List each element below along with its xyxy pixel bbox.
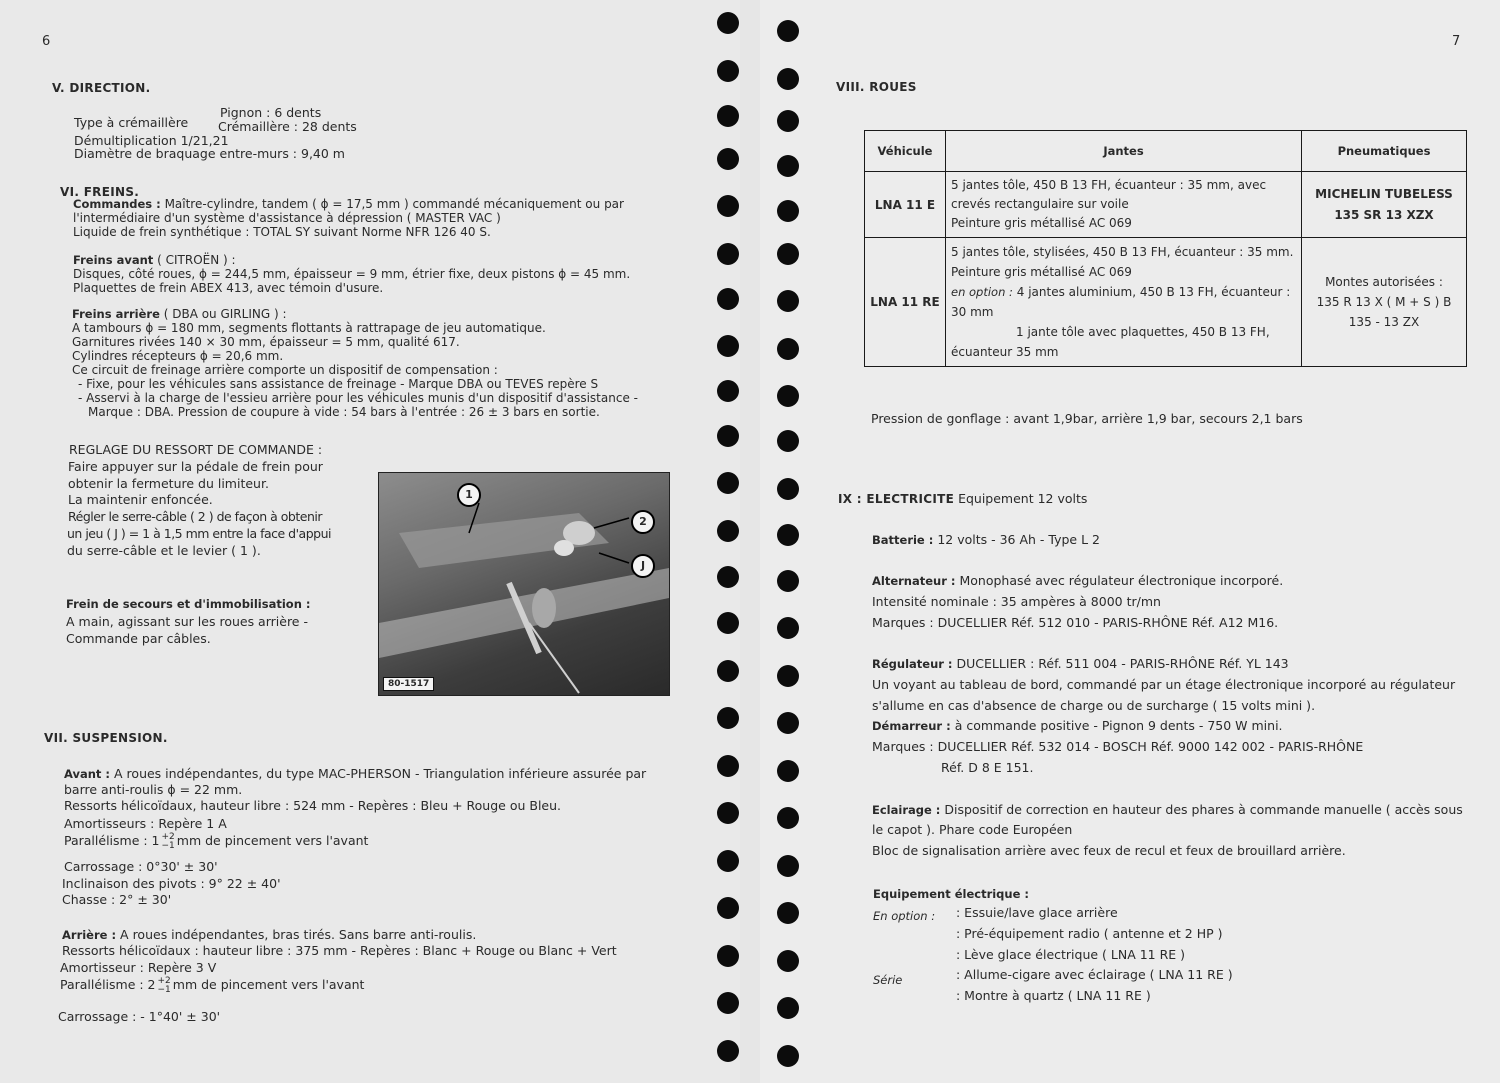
- option-item-3: : Lève glace électrique ( LNA 11 RE ): [956, 947, 1186, 962]
- binding-hole-right: [777, 1045, 799, 1067]
- row1-pneumatiques: [1302, 172, 1467, 238]
- row2-jantes: [946, 238, 1302, 367]
- binding-hole-right: [777, 760, 799, 782]
- avant-line-7: Inclinaison des pivots : 9° 22 ± 40': [62, 876, 281, 891]
- avant-text-1: A roues indépendantes, du type MAC-PHERSON - Triangulation inférieure assurée par: [114, 766, 647, 781]
- avant-parallelisme: Parallélisme : 1: [64, 833, 160, 848]
- row2-option-text: 4 jantes aluminium, 450 B 13 FH, écuanteur :: [1016, 285, 1291, 299]
- avant-tolerance-up: +2: [161, 831, 175, 842]
- row2-jantes-line-2: Peinture gris métallisé AC 069: [951, 265, 1132, 279]
- binding-hole-left: [717, 60, 739, 82]
- binding-hole-right: [777, 155, 799, 177]
- pression-gonflage: Pression de gonflage : avant 1,9bar, arrière 1,9 bar, secours 2,1 bars: [871, 411, 1303, 426]
- freins-arriere-line-4: Ce circuit de freinage arrière comporte un dispositif de compensation :: [72, 363, 498, 377]
- binding-hole-left: [717, 288, 739, 310]
- electricite-subtitle: Equipement 12 volts: [958, 491, 1088, 506]
- binding-hole-left: [717, 660, 739, 682]
- freins-avant-brand: ( CITROËN ) :: [157, 253, 236, 267]
- pneu-line-1: MICHELIN TUBELESS: [1315, 186, 1453, 201]
- row1-vehicule: LNA 11 E: [865, 172, 946, 238]
- reglage-title: REGLAGE DU RESSORT DE COMMANDE :: [69, 442, 323, 457]
- binding-hole-left: [717, 243, 739, 265]
- binding-hole-left: [717, 148, 739, 170]
- montes-line-1: Montes autorisées :: [1325, 275, 1443, 289]
- binding-hole-right: [777, 385, 799, 407]
- avant-tolerance-down: −1: [161, 840, 175, 851]
- binding-hole-left: [717, 850, 739, 872]
- regulateur-label: Régulateur :: [872, 657, 953, 671]
- reglage-line-2: Faire appuyer sur la pédale de frein pour: [68, 459, 323, 474]
- binding-hole-right: [777, 200, 799, 222]
- binding-hole-right: [777, 430, 799, 452]
- freins-avant-line-2: Plaquettes de frein ABEX 413, avec témoin d'usure.: [73, 281, 384, 295]
- arriere-line-5: Carrossage : - 1°40' ± 30': [58, 1009, 221, 1024]
- arriere-parallelisme-unit: mm de pincement vers l'avant: [172, 977, 365, 992]
- row1-jantes-line-2: crevés rectangulaire sur voile: [951, 197, 1129, 211]
- binding-hole-right: [777, 290, 799, 312]
- suspension-title: VII. SUSPENSION.: [44, 731, 168, 745]
- row2-jantes-line-4: 30 mm: [951, 305, 994, 319]
- binding-hole-left: [717, 897, 739, 919]
- alternateur-line-3: Marques : DUCELLIER Réf. 512 010 - PARIS-RHÔNE Réf. A12 M16.: [872, 615, 1279, 630]
- regulateur-line-2: Un voyant au tableau de bord, commandé par un étage électronique incorporé au régulateur: [872, 677, 1456, 692]
- freins-arriere-line-2: Garnitures rivées 140 × 30 mm, épaisseur = 5 mm, qualité 617.: [72, 335, 460, 349]
- freins-arriere-line-5: - Fixe, pour les véhicules sans assistance de freinage - Marque DBA ou TEVES repère S: [78, 377, 599, 391]
- binding-hole-left: [717, 105, 739, 127]
- row2-jantes-line-5: 1 jante tôle avec plaquettes, 450 B 13 FH,: [1016, 325, 1270, 339]
- avant-line-2: barre anti-roulis ϕ = 22 mm.: [64, 782, 243, 797]
- arriere-text-1: A roues indépendantes, bras tirés. Sans barre anti-roulis.: [120, 927, 477, 942]
- alternateur-value: Monophasé avec régulateur électronique incorporé.: [959, 573, 1284, 588]
- alternateur-line: [872, 572, 1283, 590]
- option-item-1: : Essuie/lave glace arrière: [956, 905, 1118, 920]
- freins-arriere-line-7: Marque : DBA. Pression de coupure à vide : 54 bars à l'entrée : 26 ± 3 bars en sortie.: [88, 405, 600, 419]
- freins-title: VI. FREINS.: [60, 185, 140, 199]
- reglage-line-7: du serre-câble et le levier ( 1 ).: [67, 543, 261, 558]
- binding-hole-left: [717, 335, 739, 357]
- avant-line-3: Ressorts hélicoïdaux, hauteur libre : 524 mm - Repères : Bleu + Rouge ou Bleu.: [64, 798, 562, 813]
- pneu-line-2: 135 SR 13 XZX: [1334, 207, 1434, 222]
- binding-hole-right: [777, 902, 799, 924]
- frein-secours-line-1: A main, agissant sur les roues arrière -: [66, 614, 308, 629]
- row1-jantes-line-3: Peinture gris métallisé AC 069: [951, 216, 1132, 230]
- row2-vehicule: LNA 11 RE: [865, 238, 946, 367]
- avant-parallelisme-unit: mm de pincement vers l'avant: [176, 833, 369, 848]
- row2-pneumatiques: [1302, 238, 1467, 367]
- frein-secours-label: Frein de secours et d'immobilisation :: [66, 597, 311, 611]
- binding-hole-left: [717, 707, 739, 729]
- freins-avant-line-1: Disques, côté roues, ϕ = 244,5 mm, épaisseur = 9 mm, étrier fixe, deux pistons ϕ = 45 mm.: [73, 267, 631, 281]
- binding-hole-left: [717, 1040, 739, 1062]
- avant-label: Avant :: [64, 767, 111, 781]
- binding-hole-left: [717, 425, 739, 447]
- montes-line-3: 135 - 13 ZX: [1348, 315, 1420, 329]
- montes-line-2: 135 R 13 X ( M + S ) B: [1316, 295, 1452, 309]
- freins-arriere-line-6: - Asservi à la charge de l'essieu arrière pour les véhicules munis d'un dispositif d'assistance -: [78, 391, 638, 405]
- reglage-line-6: un jeu ( J ) = 1 à 1,5 mm entre la face d'appui: [67, 526, 331, 541]
- commandes-line-2: l'intermédiaire d'un système d'assistance à dépression ( MASTER VAC ): [73, 211, 501, 225]
- commandes-label: Commandes :: [73, 197, 161, 211]
- freins-arriere-label: Freins arrière: [72, 307, 160, 321]
- alternateur-line-2: Intensité nominale : 35 ampères à 8000 tr/mn: [872, 594, 1161, 609]
- binding-hole-left: [717, 802, 739, 824]
- demarreur-line-3: Réf. D 8 E 151.: [941, 760, 1034, 775]
- binding-hole-right: [777, 570, 799, 592]
- reglage-line-5: Régler le serre-câble ( 2 ) de façon à obtenir: [68, 509, 322, 524]
- binding-hole-right: [777, 807, 799, 829]
- roues-table: [864, 130, 1467, 367]
- binding-hole-right: [777, 665, 799, 687]
- option-item-2: : Pré-équipement radio ( antenne et 2 HP ): [956, 926, 1223, 941]
- direction-cremaillere: Crémaillère : 28 dents: [218, 119, 357, 134]
- avant-line-8: Chasse : 2° ± 30': [62, 892, 172, 907]
- photo-illustration: [379, 473, 669, 695]
- alternateur-label: Alternateur :: [872, 574, 956, 588]
- binding-hole-left: [717, 380, 739, 402]
- eclairage-line-2: le capot ). Phare code Européen: [872, 822, 1073, 837]
- demarreur-value: à commande positive - Pignon 9 dents - 750 W mini.: [954, 718, 1283, 733]
- row2-jantes-line-6: écuanteur 35 mm: [951, 345, 1059, 359]
- electricite-heading: [838, 490, 1087, 508]
- row1-jantes: [946, 172, 1302, 238]
- arriere-label: Arrière :: [62, 928, 117, 942]
- demarreur-label: Démarreur :: [872, 719, 951, 733]
- binding-hole-right: [777, 997, 799, 1019]
- roues-title: VIII. ROUES: [836, 80, 917, 94]
- binding-hole-right: [777, 243, 799, 265]
- page-number-left: 6: [42, 34, 51, 49]
- commandes-text-1: Maître-cylindre, tandem ( ϕ = 17,5 mm ) commandé mécaniquement ou par: [164, 197, 624, 211]
- binding-hole-right: [777, 68, 799, 90]
- left-page: [0, 0, 740, 1083]
- direction-type-label: Type à crémaillère: [74, 115, 189, 130]
- spiral-binding: [700, 0, 820, 1083]
- freins-arriere-line-3: Cylindres récepteurs ϕ = 20,6 mm.: [72, 349, 284, 363]
- arriere-line-4: [60, 976, 364, 995]
- binding-hole-right: [777, 478, 799, 500]
- batterie-line: [872, 531, 1100, 549]
- table-header-row: [865, 131, 1467, 172]
- photo-reference-tag: 80-1517: [383, 677, 434, 691]
- binding-hole-right: [777, 855, 799, 877]
- page-number-right: 7: [1452, 34, 1461, 49]
- binding-hole-right: [777, 110, 799, 132]
- option-label: En option :: [873, 909, 936, 923]
- table-row: [865, 172, 1467, 238]
- batterie-value: 12 volts - 36 Ah - Type L 2: [937, 532, 1100, 547]
- reglage-line-4: La maintenir enfoncée.: [68, 492, 213, 507]
- regulateur-line-3: s'allume en cas d'absence de charge ou de surcharge ( 15 volts mini ).: [872, 698, 1316, 713]
- row2-option-label: en option :: [951, 285, 1013, 299]
- binding-hole-right: [777, 338, 799, 360]
- arriere-parallelisme: Parallélisme : 2: [60, 977, 156, 992]
- equipement-label: Equipement électrique :: [873, 887, 1030, 901]
- commandes-line-3: Liquide de frein synthétique : TOTAL SY suivant Norme NFR 126 40 S.: [73, 225, 491, 239]
- frein-secours-line-2: Commande par câbles.: [66, 631, 211, 646]
- binding-hole-left: [717, 755, 739, 777]
- header-jantes: Jantes: [946, 131, 1302, 172]
- binding-hole-right: [777, 524, 799, 546]
- freins-arriere-brand: ( DBA ou GIRLING ) :: [163, 307, 287, 321]
- table-row: [865, 238, 1467, 367]
- direction-pignon: Pignon : 6 dents: [220, 105, 322, 120]
- eclairage-value: Dispositif de correction en hauteur des phares à commande manuelle ( accès sous: [944, 802, 1463, 817]
- eclairage-line: [872, 801, 1463, 819]
- binding-hole-left: [717, 566, 739, 588]
- binding-hole-left: [717, 945, 739, 967]
- freins-avant-label: Freins avant: [73, 253, 154, 267]
- demarreur-line: [872, 717, 1283, 735]
- regulateur-value: DUCELLIER : Réf. 511 004 - PARIS-RHÔNE Réf. YL 143: [956, 656, 1289, 671]
- binding-hole-left: [717, 992, 739, 1014]
- binding-hole-left: [717, 195, 739, 217]
- batterie-label: Batterie :: [872, 533, 934, 547]
- binding-hole-left: [717, 472, 739, 494]
- avant-line-4: Amortisseurs : Repère 1 A: [64, 816, 227, 831]
- arriere-tolerance-down: −1: [157, 984, 171, 995]
- row2-jantes-line-3: [951, 282, 1296, 302]
- row1-jantes-line-1: 5 jantes tôle, 450 B 13 FH, écuanteur : 35 mm, avec: [951, 178, 1267, 192]
- reglage-line-3: obtenir la fermeture du limiteur.: [68, 476, 269, 491]
- brake-limiter-photo: [378, 472, 670, 696]
- header-vehicule: Véhicule: [865, 131, 946, 172]
- binding-hole-left: [717, 12, 739, 34]
- arriere-line-3: Amortisseur : Repère 3 V: [60, 960, 217, 975]
- avant-line-6: Carrossage : 0°30' ± 30': [64, 859, 218, 874]
- binding-hole-right: [777, 20, 799, 42]
- header-pneumatiques: Pneumatiques: [1302, 131, 1467, 172]
- serie-item-1: : Allume-cigare avec éclairage ( LNA 11 RE ): [956, 967, 1233, 982]
- photo-callout-2: 2: [631, 510, 655, 534]
- arriere-line-2: Ressorts hélicoïdaux : hauteur libre : 375 mm - Repères : Blanc + Rouge ou Blanc + Vert: [62, 943, 617, 958]
- arriere-tolerance-up: +2: [157, 975, 171, 986]
- photo-callout-j: J: [631, 554, 655, 578]
- binding-hole-right: [777, 950, 799, 972]
- serie-item-2: : Montre à quartz ( LNA 11 RE ): [956, 988, 1151, 1003]
- eclairage-line-3: Bloc de signalisation arrière avec feux de recul et feux de brouillard arrière.: [872, 843, 1346, 858]
- binding-hole-right: [777, 712, 799, 734]
- direction-demultiplication: Démultiplication 1/21,21: [74, 133, 229, 148]
- binding-hole-left: [717, 612, 739, 634]
- serie-label: Série: [873, 973, 903, 987]
- freins-arriere-line-1: A tambours ϕ = 180 mm, segments flottants à rattrapage de jeu automatique.: [72, 321, 546, 335]
- avant-line-5: [64, 832, 368, 851]
- direction-title: V. DIRECTION.: [52, 81, 151, 95]
- row2-jantes-line-1: 5 jantes tôle, stylisées, 450 B 13 FH, écuanteur : 35 mm.: [951, 245, 1294, 259]
- photo-callout-1: 1: [457, 483, 481, 507]
- direction-diametre: Diamètre de braquage entre-murs : 9,40 m: [74, 146, 345, 161]
- electricite-title: IX : ELECTRICITE: [838, 492, 955, 506]
- eclairage-label: Eclairage :: [872, 803, 941, 817]
- regulateur-line: [872, 655, 1289, 673]
- demarreur-line-2: Marques : DUCELLIER Réf. 532 014 - BOSCH Réf. 9000 142 002 - PARIS-RHÔNE: [872, 739, 1364, 754]
- binding-hole-left: [717, 520, 739, 542]
- binding-hole-right: [777, 617, 799, 639]
